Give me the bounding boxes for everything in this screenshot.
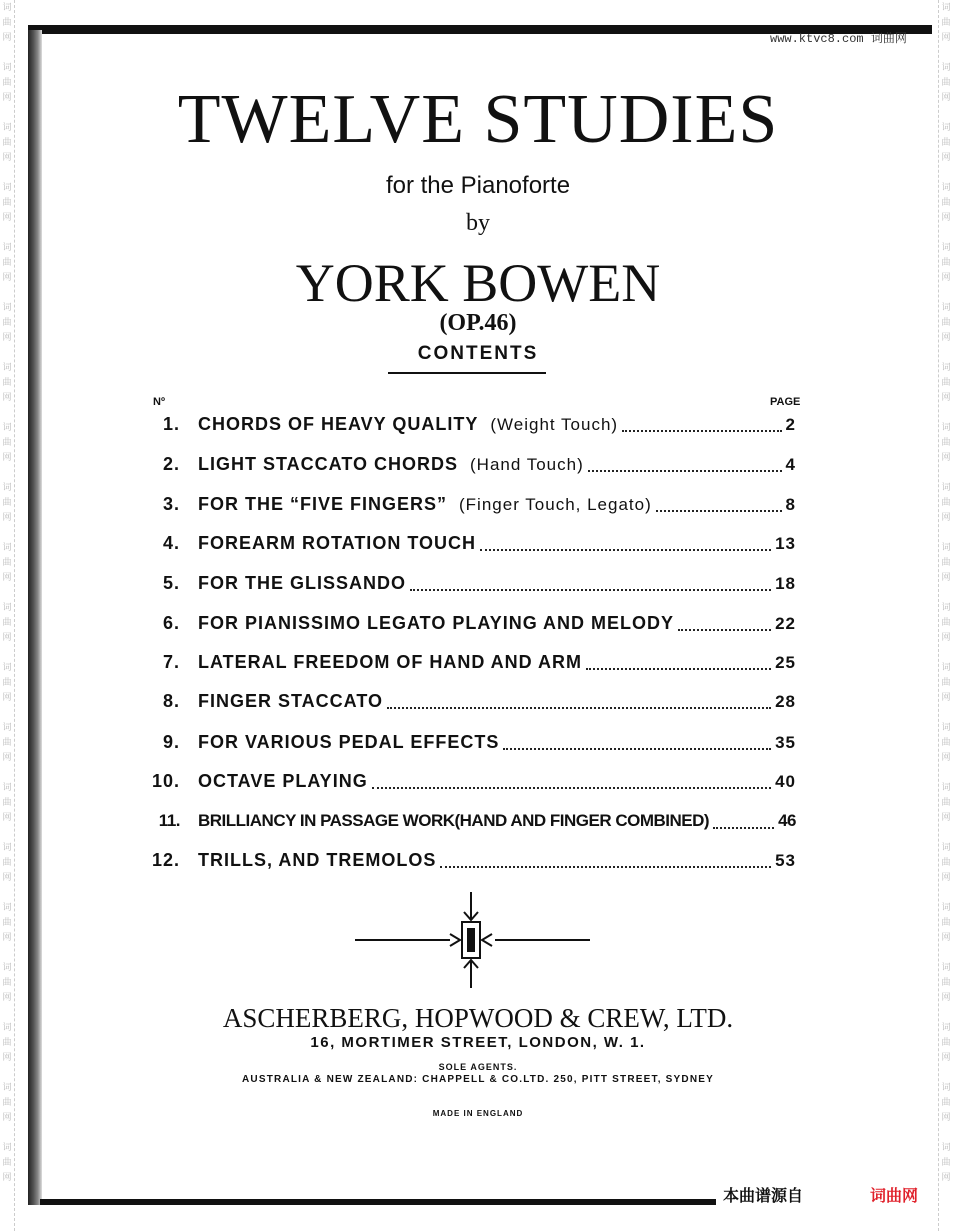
publisher: ASCHERBERG, HOPWOOD & CREW, LTD. bbox=[222, 1003, 734, 1033]
entry-number: 4. bbox=[162, 533, 180, 553]
contents-underline bbox=[388, 372, 546, 374]
leader-dots bbox=[480, 548, 771, 551]
entry-number: 12. bbox=[151, 850, 180, 870]
watermark-strip-left: 词 曲 网 词 曲 网 词 曲 网 词 曲 网 词 曲 网 词 曲 网 词 曲 网 词 曲 网 词 曲 网 词 曲 网 词 曲 网 词 曲 网 词 曲 网 词 曲 网 词 曲 网 词 曲 网 词 曲 网 词 曲 网 词 曲 网 词 曲 网 bbox=[0, 0, 15, 1231]
entry-title: FOR PIANISSIMO LEGATO PLAYING AND MELODY bbox=[198, 613, 675, 633]
contents-entry bbox=[140, 771, 796, 795]
entry-page: 35 bbox=[775, 733, 796, 752]
watermark-site: www.ktvc8.com 词曲网 bbox=[770, 32, 907, 46]
source-label: 本曲谱源自 bbox=[723, 1188, 804, 1205]
opus-number: (OP.46) bbox=[439, 310, 517, 336]
entry-note: (Finger Touch, Legato) bbox=[459, 495, 652, 514]
contents-entry bbox=[140, 613, 796, 637]
entry-title: TRILLS, AND TREMOLOS bbox=[198, 850, 437, 870]
contents-entry bbox=[140, 732, 796, 756]
entry-number: 8. bbox=[162, 691, 180, 711]
entry-title: BRILLIANCY IN PASSAGE WORK(HAND AND FINGER COMBINED) bbox=[198, 811, 710, 830]
contents-entry bbox=[140, 454, 796, 478]
source-site: 词曲网 bbox=[870, 1188, 919, 1205]
contents-heading: CONTENTS bbox=[417, 343, 539, 364]
page-column-header: PAGE bbox=[770, 396, 801, 408]
entry-number: 7. bbox=[162, 652, 180, 672]
entry-title: CHORDS OF HEAVY QUALITY bbox=[198, 414, 479, 434]
entry-number: 9. bbox=[162, 732, 180, 752]
entry-number: 5. bbox=[162, 573, 180, 593]
entry-number: 10. bbox=[151, 771, 180, 791]
entry-note: (Hand Touch) bbox=[470, 455, 584, 474]
made-in: MADE IN ENGLAND bbox=[432, 1109, 524, 1118]
number-column-header: Nº bbox=[153, 396, 165, 408]
contents-entry bbox=[140, 850, 796, 874]
publisher-address: 16, MORTIMER STREET, LONDON, W. 1. bbox=[310, 1034, 646, 1051]
entry-note: (Weight Touch) bbox=[490, 415, 619, 434]
entry-page: 22 bbox=[775, 614, 796, 633]
entry-title: FOREARM ROTATION TOUCH bbox=[198, 533, 476, 553]
contents-entry bbox=[140, 414, 796, 438]
subtitle: for the Pianoforte bbox=[385, 172, 571, 199]
contents-entry bbox=[140, 691, 796, 715]
entry-page: 28 bbox=[775, 692, 796, 711]
leader-dots bbox=[678, 628, 771, 631]
entry-page: 4 bbox=[785, 455, 796, 474]
entry-number: 3. bbox=[162, 494, 180, 514]
leader-dots bbox=[372, 786, 771, 789]
contents-entry bbox=[140, 652, 796, 676]
entry-page: 2 bbox=[785, 415, 796, 434]
entry-number: 2. bbox=[162, 454, 180, 474]
entry-title: FINGER STACCATO bbox=[198, 691, 383, 711]
source-badge bbox=[716, 1181, 931, 1205]
entry-number: 1. bbox=[162, 414, 180, 434]
entry-page: 46 bbox=[778, 811, 796, 830]
entry-title: FOR THE “FIVE FINGERS” bbox=[198, 494, 448, 514]
entry-page: 53 bbox=[775, 851, 796, 870]
leader-dots bbox=[588, 469, 782, 472]
agents-line: AUSTRALIA & NEW ZEALAND: CHAPPELL & CO.LTD. 250, PITT STREET, SYDNEY bbox=[242, 1074, 714, 1085]
entry-title: FOR THE GLISSANDO bbox=[198, 573, 407, 593]
entry-page: 18 bbox=[775, 574, 796, 593]
ornament-divider bbox=[350, 890, 600, 990]
leader-dots bbox=[586, 667, 771, 670]
watermark-strip-right: 词 曲 网 词 曲 网 词 曲 网 词 曲 网 词 曲 网 词 曲 网 词 曲 网 词 曲 网 词 曲 网 词 曲 网 词 曲 网 词 曲 网 词 曲 网 词 曲 网 词 曲 网 词 曲 网 词 曲 网 词 曲 网 词 曲 网 词 曲 网 bbox=[938, 0, 953, 1231]
contents-entry bbox=[140, 811, 796, 835]
by-line: by bbox=[466, 210, 490, 236]
entry-page: 13 bbox=[775, 534, 796, 553]
entry-page: 25 bbox=[775, 653, 796, 672]
entry-page: 8 bbox=[785, 495, 796, 514]
contents-entry bbox=[140, 573, 796, 597]
entry-number: 6. bbox=[162, 613, 180, 633]
entry-number: 11. bbox=[158, 811, 180, 830]
leader-dots bbox=[440, 865, 771, 868]
contents-entry bbox=[140, 533, 796, 557]
leader-dots bbox=[410, 588, 771, 591]
entry-title: LATERAL FREEDOM OF HAND AND ARM bbox=[198, 652, 582, 672]
composer: YORK BOWEN bbox=[295, 253, 661, 313]
leader-dots bbox=[713, 826, 774, 829]
entry-page: 40 bbox=[775, 772, 796, 791]
entry-title: OCTAVE PLAYING bbox=[198, 771, 368, 791]
sole-agents-label: SOLE AGENTS. bbox=[438, 1062, 518, 1072]
contents-entry bbox=[140, 494, 796, 518]
entry-title: LIGHT STACCATO CHORDS bbox=[198, 454, 458, 474]
page-title: TWELVE STUDIES bbox=[177, 81, 779, 158]
leader-dots bbox=[387, 706, 771, 709]
leader-dots bbox=[656, 509, 782, 512]
leader-dots bbox=[503, 747, 771, 750]
leader-dots bbox=[622, 429, 781, 432]
entry-title: FOR VARIOUS PEDAL EFFECTS bbox=[198, 732, 500, 752]
